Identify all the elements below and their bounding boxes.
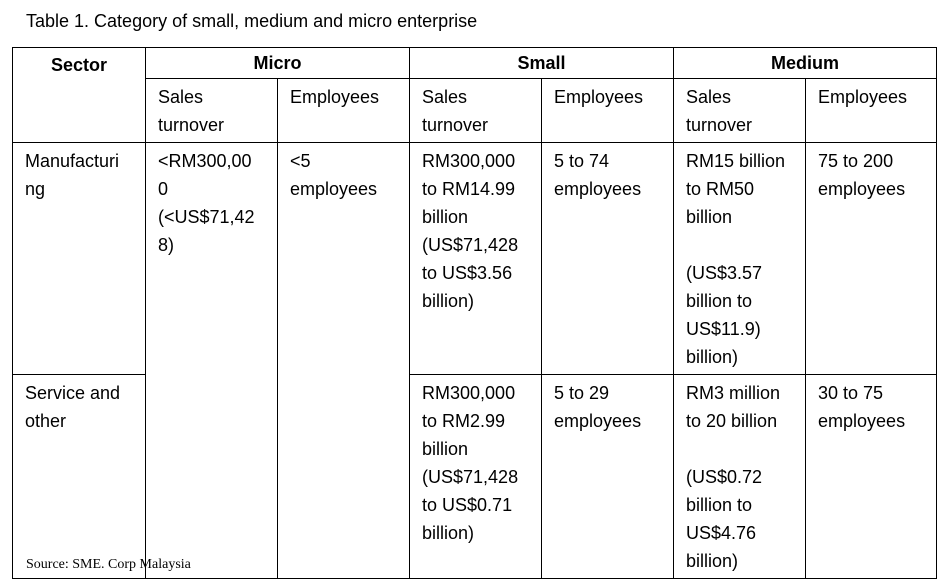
sector-cell: Manufacturi ng [13, 143, 146, 375]
micro-sales-cell: <RM300,00 0 (<US$71,42 8) [146, 143, 278, 579]
header-micro: Micro [146, 48, 410, 79]
small-sales-cell: RM300,000 to RM2.99 billion (US$71,428 to US$0.71 billion) [410, 375, 542, 579]
header-small: Small [410, 48, 674, 79]
enterprise-category-table [12, 47, 937, 579]
medium-sales-cell: RM15 billion to RM50 billion (US$3.57 billion to US$11.9) billion) [674, 143, 806, 375]
table-row [13, 143, 937, 375]
medium-sales-cell: RM3 million to 20 billion (US$0.72 billion to US$4.76 billion) [674, 375, 806, 579]
micro-employees-cell: <5 employees [278, 143, 410, 579]
subheader-row [13, 79, 937, 143]
subheader-micro-employees: Employees [278, 79, 410, 143]
table-caption: Table 1. Category of small, medium and micro enterprise [26, 11, 478, 31]
header-sector: Sector [13, 48, 146, 143]
subheader-micro-sales: Sales turnover [146, 79, 278, 143]
small-employees-cell: 5 to 74 employees [542, 143, 674, 375]
small-employees-cell: 5 to 29 employees [542, 375, 674, 579]
subheader-medium-employees: Employees [806, 79, 937, 143]
subheader-small-employees: Employees [542, 79, 674, 143]
subheader-medium-sales: Sales turnover [674, 79, 806, 143]
medium-employees-cell: 30 to 75 employees [806, 375, 937, 579]
small-sales-cell: RM300,000 to RM14.99 billion (US$71,428 to US$3.56 billion) [410, 143, 542, 375]
header-row [13, 48, 937, 79]
subheader-small-sales: Sales turnover [410, 79, 542, 143]
table-source-note: Source: SME. Corp Malaysia [26, 557, 191, 572]
medium-employees-cell: 75 to 200 employees [806, 143, 937, 375]
header-medium: Medium [674, 48, 937, 79]
sector-cell: Service and other [13, 375, 146, 579]
